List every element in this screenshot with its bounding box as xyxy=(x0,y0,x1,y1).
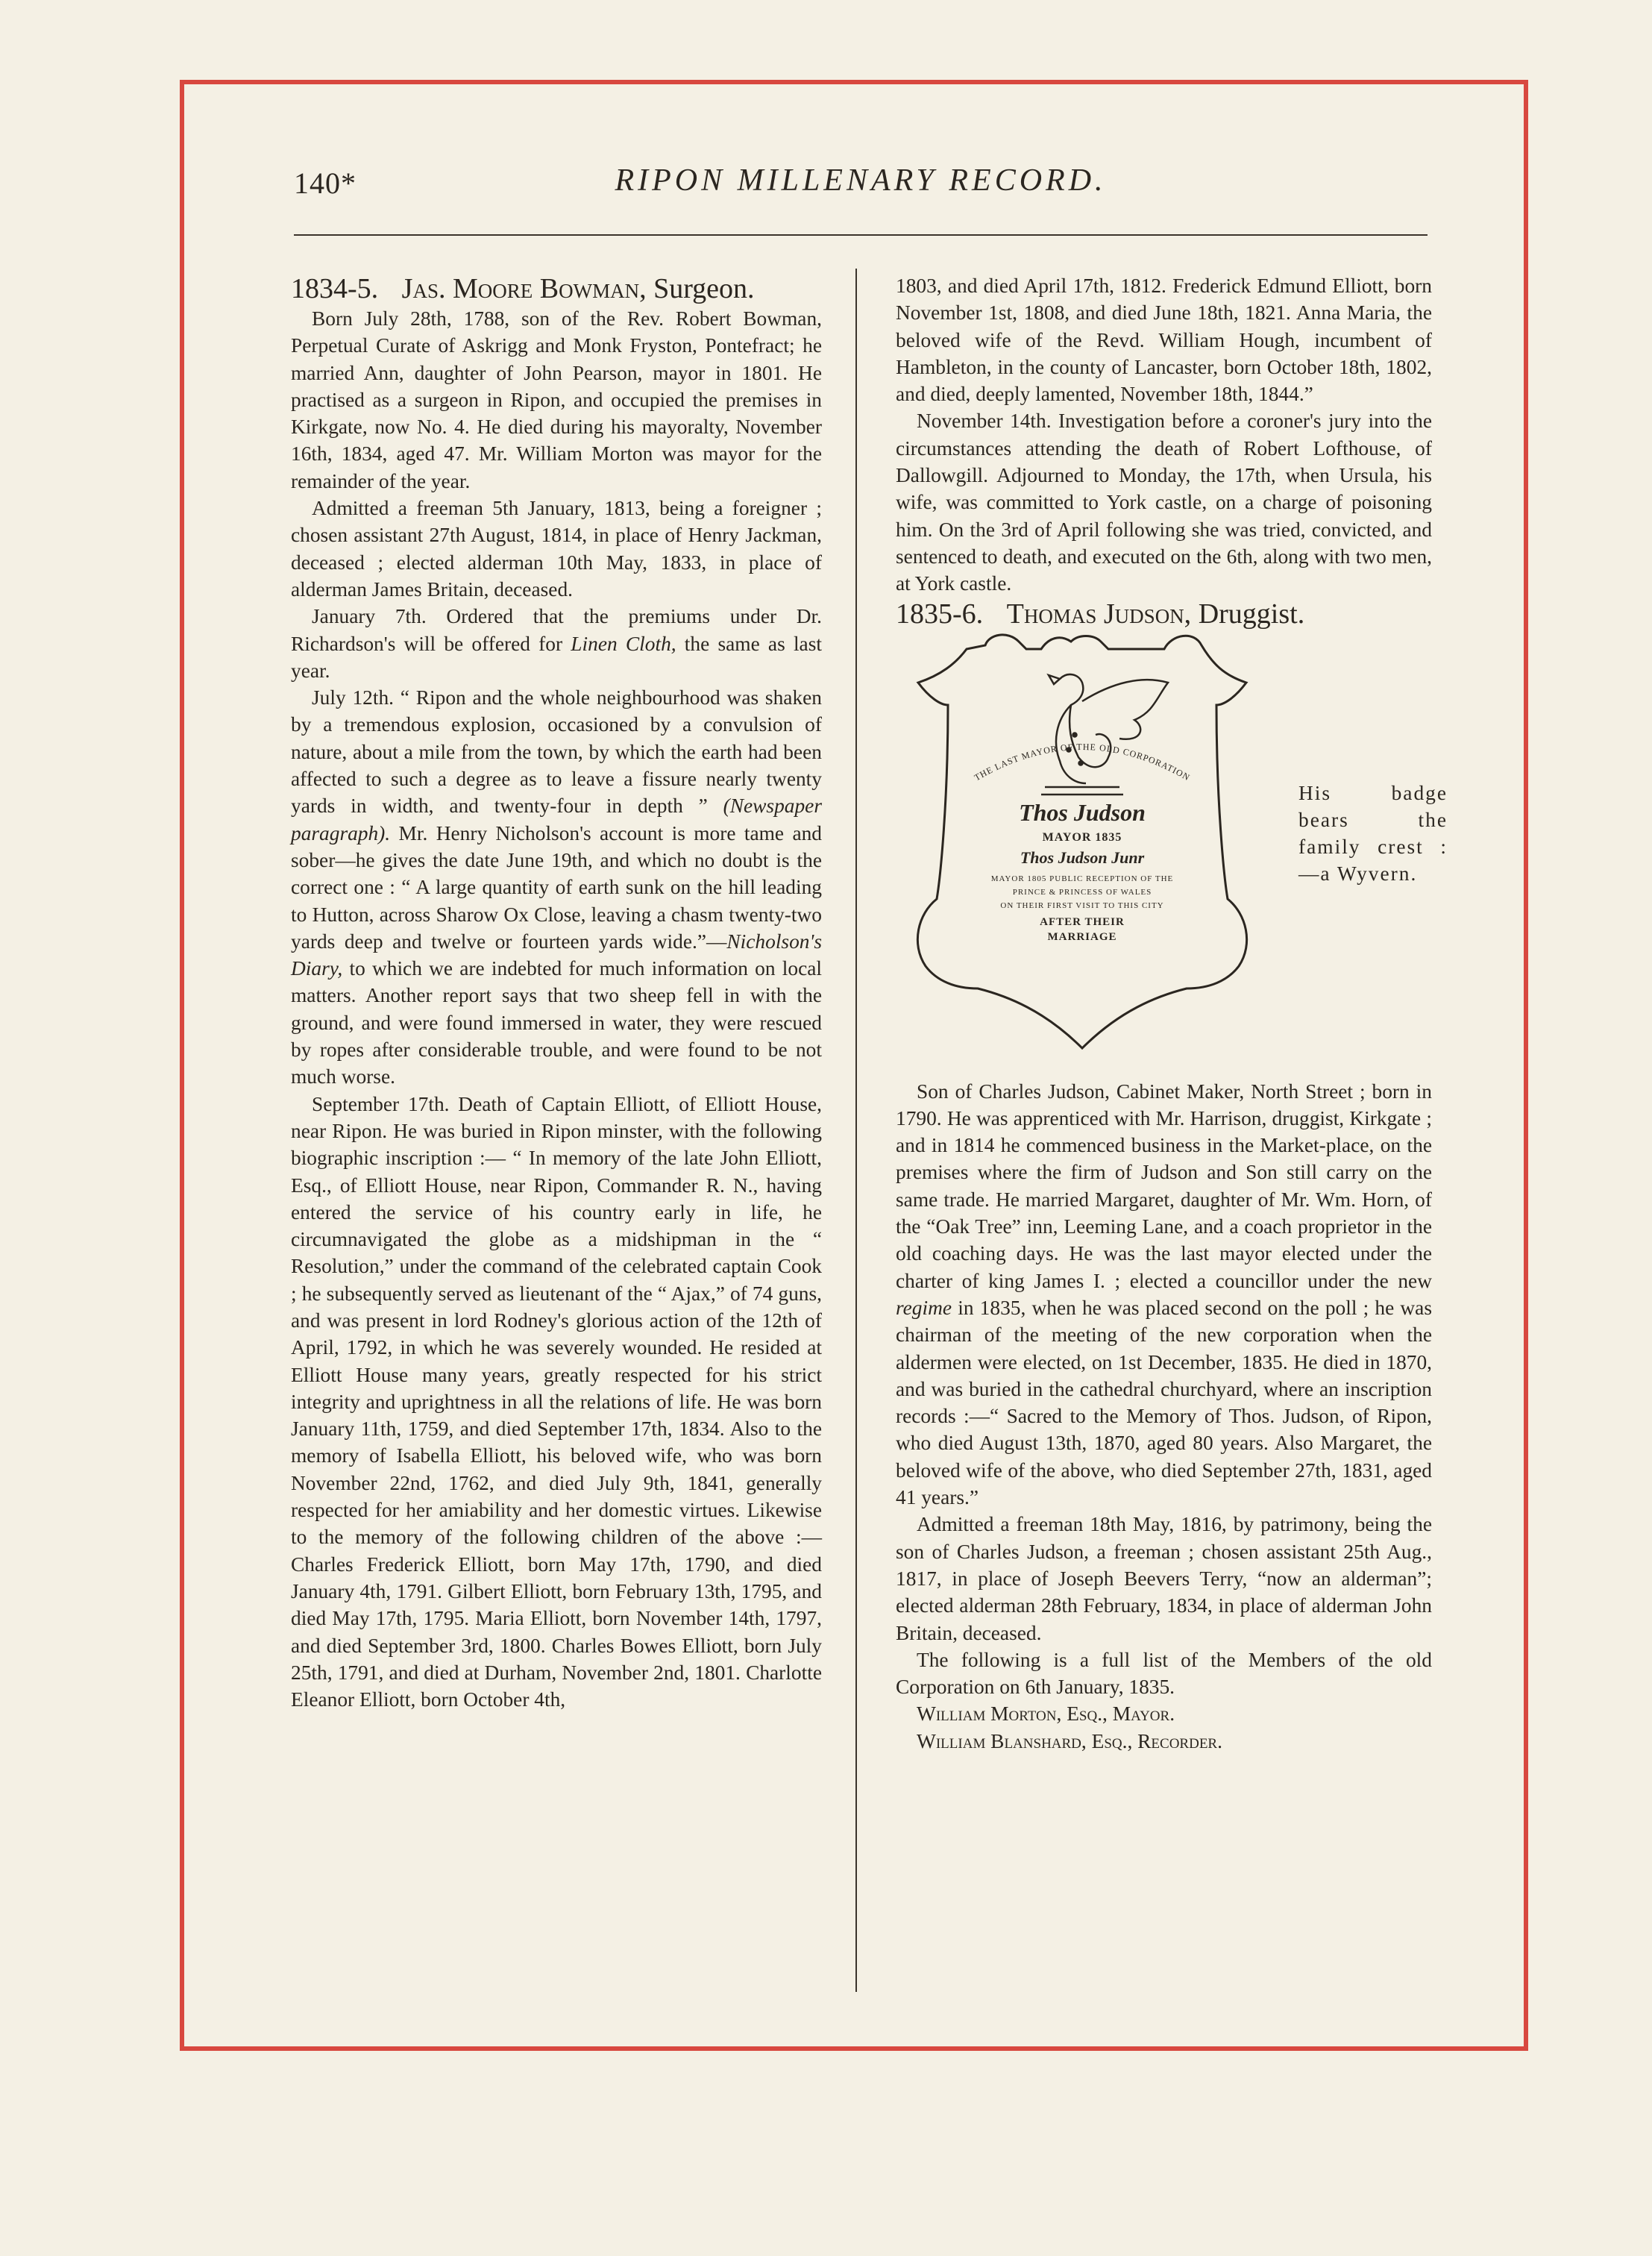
header-rule xyxy=(294,234,1428,236)
left-column xyxy=(291,272,822,1713)
list-item-mayor: William Morton, Esq., Mayor. xyxy=(917,1702,1175,1726)
badge-line: AFTER THEIR xyxy=(1040,915,1125,928)
entry-name: Jas. Moore Bowman, xyxy=(401,273,647,304)
badge-line: MAYOR 1805 PUBLIC RECEPTION OF THE xyxy=(990,874,1174,883)
right-column xyxy=(896,272,1448,1755)
text-run: Mr. Henry Nicholson's account is more tame and sober—he gives the date June 19th, and which no doubt is the correct one : “ A large quantity of earth sunk on the hill leading to Hutton, across Sharow Ox Close, leaving a chasm twenty-two yards deep and twelve or fourteen yards wide.”— xyxy=(291,821,822,953)
text-run: to which we are indebted for much information on local matters. Another report says that two sheep fell in with the ground, and were found immersed in water, they were rescued by ropes after considerable trouble, and were found to be not much worse. xyxy=(291,957,822,1088)
badge-line: Thos Judson Junr xyxy=(1020,847,1145,867)
badge-caption: His badge bears the family crest :—a Wyvern. xyxy=(1298,781,1448,886)
paragraph: November 14th. Investigation before a coroner's jury into the circumstances attending the death of Robert Lofthouse, of Dallowgill. Adjourned to Monday, the 17th, when Ursula, his wife, was committed to York castle, on a charge of poisoning him. On the 3rd of April following she was tried, convicted, and sentenced to death, and executed on the 6th, along with two men, at York castle. xyxy=(896,410,1432,595)
paragraph: 1803, and died April 17th, 1812. Frederick Edmund Elliott, born November 1st, 1808, and died June 18th, 1821. Anna Maria, the beloved wife of the Revd. William Hough, incumbent of Hambleton, in the county of Lancaster, born October 18th, 1802, and died, deeply lamented, November 18th, 1844.” xyxy=(896,275,1432,406)
italic-text: Linen Cloth, xyxy=(571,632,676,655)
italic-text: Nicholson's Diary, xyxy=(291,930,822,980)
text-run: in 1835, when he was placed second on the poll ; he was chairman of the meeting of the new corporation when the aldermen were elected, on 1st December, 1835. He died in 1870, and was buried in the cathedral churchyard, where an inscription records :—“ Sacred to the Memory of Thos. Judson, of Ripon, who died August 13th, 1870, aged 80 years. Also Margaret, the beloved wife of the above, who died September 27th, 1831, aged 41 years.” xyxy=(896,1296,1432,1509)
badge-line: MAYOR 1835 xyxy=(1042,830,1122,844)
paragraph xyxy=(896,1078,1432,1511)
page-header xyxy=(294,158,1428,210)
badge-arc-path: THE LAST MAYOR OF THE OLD CORPORATION xyxy=(972,741,1193,783)
text-run: July 12th. “ Ripon and the whole neighbourhood was shaken by a tremendous explosion, occasioned by a convulsion of nature, about a mile from the town, by which the earth had been affected to such a degree as to leave a fissure nearly twenty yards in width, and twenty-four in depth ” xyxy=(291,686,822,818)
page-number: 140* xyxy=(294,166,357,200)
badge-line: ON THEIR FIRST VISIT TO THIS CITY xyxy=(1000,900,1164,910)
wyvern-icon xyxy=(1041,674,1168,795)
paragraph: Born July 28th, 1788, son of the Rev. Robert Bowman, Perpetual Curate of Askrigg and Monk Fryston, Pontefract; he married Ann, daughter of John Pearson, mayor in 1801. He practised as a surgeon in Ripon, and occupied the premises in Kirkgate, now No. 4. He died during his mayoralty, November 16th, 1834, aged 47. Mr. William Morton was mayor for the remainder of the year. xyxy=(291,307,822,492)
text-run: Son of Charles Judson, Cabinet Maker, North Street ; born in 1790. He was apprenticed with Mr. Harrison, druggist, Kirkgate ; and in 1814 he commenced business in the Market-place, on the premises where the firm of Judson and Son still carry on the same trade. He married Margaret, daughter of Mr. Wm. Horn, of the “Oak Tree” inn, Leeming Lane, and a coach proprietor in the old coaching days. He was the last mayor elected under the charter of king James I. ; elected a councillor under the new xyxy=(896,1080,1432,1292)
badge-line: MARRIAGE xyxy=(1047,930,1117,943)
paragraph: September 17th. Death of Captain Elliott, of Elliott House, near Ripon. He was buried in Ripon minster, with the following biographic inscription :— “ In memory of the late John Elliott, Esq., of Elliott House, near Ripon, Commander R. N., having entered the service of his country early in life, he circumnavigated the globe as a midshipman in the “ Resolution,” under the command of the celebrated captain Cook ; he subsequently served as lieutenant of the “ Ajax,” of 74 guns, and was present in lord Rodney's glorious action of the 12th of April, 1792, in which he was severely wounded. He resided at Elliott House many years, greatly respected for his strict integrity and uprightness in all the relations of life. He was born January 11th, 1759, and died September 17th, 1834. Also to the memory of Isabella Elliott, his beloved wife, who was born November 22nd, 1762, and died July 9th, 1841, generally respected for her amiability and her domestic virtues. Likewise to the memory of the following children of the above :— Charles Frederick Elliott, born May 17th, 1790, and died January 4th, 1791. Gilbert Elliott, born February 13th, 1795, and died May 17th, 1795. Maria Elliott, born November 14th, 1797, and died September 3rd, 1800. Charles Bowes Elliott, born July 25th, 1791, and died at Durham, November 2nd, 1801. Charlotte Eleanor Elliott, born October 4th, xyxy=(291,1092,822,1711)
badge-name: Thos Judson xyxy=(1019,798,1146,826)
entry-heading-bowman xyxy=(291,272,822,305)
entry-occupation: Druggist. xyxy=(1198,598,1305,630)
entry-name: Thomas Judson, xyxy=(1006,598,1192,630)
italic-text: regime xyxy=(896,1296,952,1319)
list-item-recorder: William Blanshard, Esq., Recorder. xyxy=(917,1729,1222,1752)
entry-year: 1834-5. xyxy=(291,273,379,304)
column-divider xyxy=(855,269,857,1992)
italic-text: (Newspaper paragraph). xyxy=(291,795,822,845)
mayor-badge-image xyxy=(896,630,1269,1063)
paragraph: Admitted a freeman 18th May, 1816, by patrimony, being the son of Charles Judson, a freeman ; chosen assistant 25th Aug., 1817, in place of Joseph Beevers Terry, “now an alderman”; elected alderman 28th February, 1834, in place of alderman John Britain, deceased. xyxy=(896,1513,1432,1644)
text-run: the same as last year. xyxy=(291,632,822,682)
paragraph: Admitted a freeman 5th January, 1813, being a foreigner ; chosen assistant 27th August, 1814, in place of Henry Jackman, deceased ; elected alderman 10th May, 1833, in place of alderman James Britain, deceased. xyxy=(291,497,822,601)
entry-year: 1835-6. xyxy=(896,598,984,630)
paragraph: The following is a full list of the Members of the old Corporation on 6th January, 1835. xyxy=(896,1648,1432,1699)
corporation-list xyxy=(896,1646,1432,1755)
paragraph xyxy=(291,684,822,1090)
text-run: January 7th. Ordered that the premiums under Dr. Richardson's will be offered for xyxy=(291,605,822,655)
entry-heading-judson xyxy=(896,598,1432,630)
entry-occupation: Surgeon. xyxy=(653,273,755,304)
running-title: RIPON MILLENARY RECORD. xyxy=(615,163,1107,198)
paragraph xyxy=(291,603,822,684)
badge-illustration xyxy=(896,630,1448,1063)
badge-line: PRINCE & PRINCESS OF WALES xyxy=(1012,887,1152,897)
